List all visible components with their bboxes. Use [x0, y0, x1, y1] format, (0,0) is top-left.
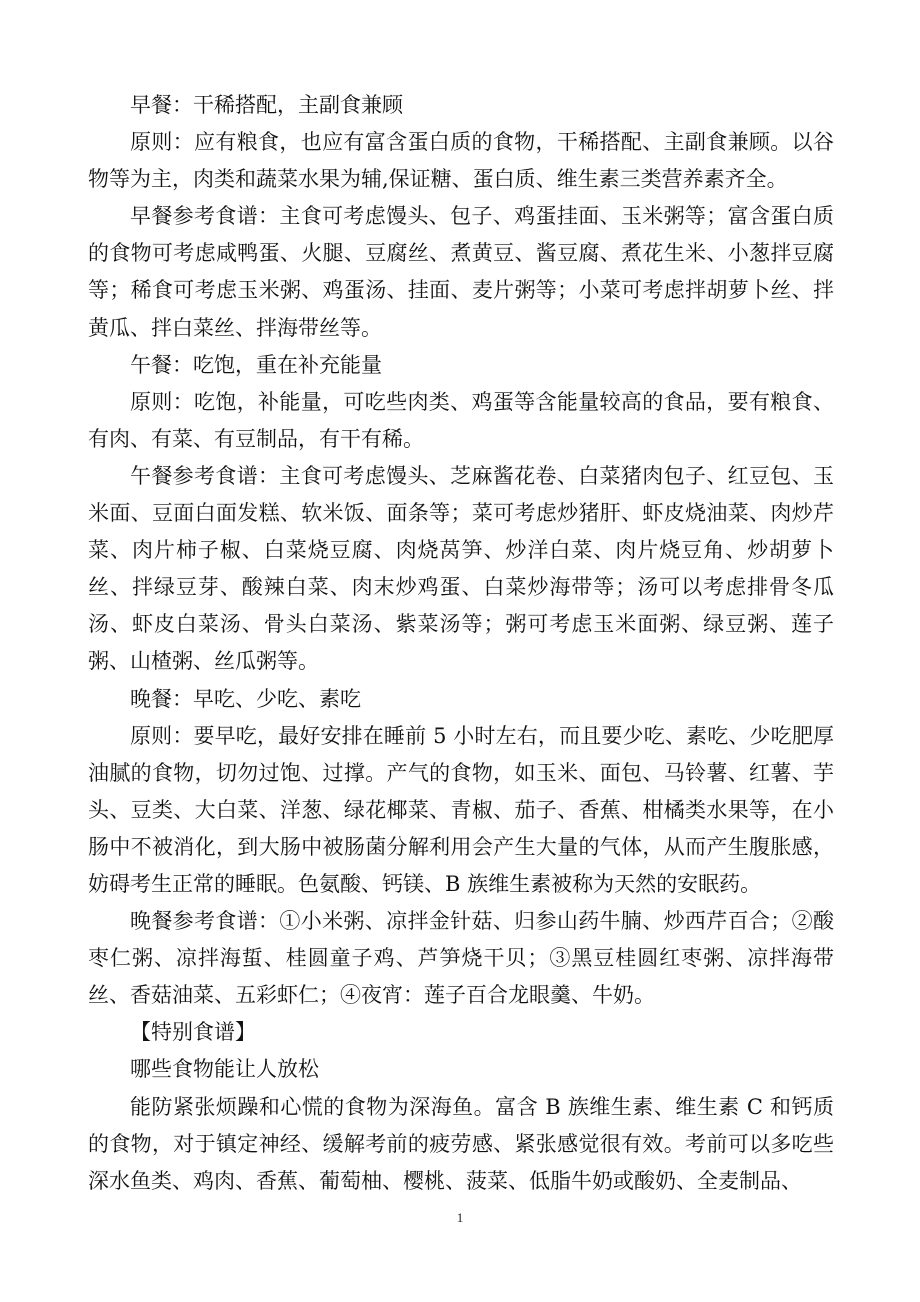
special-recipes-heading: 【特别食谱】: [130, 1020, 256, 1045]
page-number: 1: [456, 1210, 464, 1225]
lunch-principle: 原则：吃饱，补能量，可吃些肉类、鸡蛋等含能量较高的食品，要有粮食、有肉、有菜、有豆制品，有干有稀。: [88, 389, 834, 451]
breakfast-heading: 早餐：干稀搭配，主副食兼顾: [130, 93, 403, 117]
dinner-principle: 原则：要早吃，最好安排在睡前 5 小时左右，而且要少吃、素吃、少吃肥厚油腻的食物，切勿过饱、过撑。产气的食物，如玉米、面包、马铃薯、红薯、芋头、豆类、大白菜、洋葱、绿花椰菜、青椒、茄子、香蕉、柑橘类水果等，在小肠中不被消化，到大肠中被肠菌分解利用会产生大量的气体，从而产生腹胀感，妨碍考生正常的睡眠。色氨酸、钙镁、B 族维生素被称为天然的安眠药。: [88, 723, 834, 896]
lunch-heading: 午餐：吃饱，重在补充能量: [130, 352, 382, 377]
document-body: [88, 87, 834, 1200]
relaxing-foods-heading: 哪些食物能让人放松: [130, 1057, 319, 1082]
breakfast-recipes: 早餐参考食谱：主食可考虑馒头、包子、鸡蛋挂面、玉米粥等；富含蛋白质的食物可考虑咸鸭蛋、火腿、豆腐丝、煮黄豆、酱豆腐、煮花生米、小葱拌豆腐等；稀食可考虑玉米粥、鸡蛋汤、挂面、麦片粥等；小菜可考虑拌胡萝卜丝、拌黄瓜、拌白菜丝、拌海带丝等。: [88, 204, 834, 340]
breakfast-principle: 原则：应有粮食，也应有富含蛋白质的食物，干稀搭配、主副食兼顾。以谷物等为主，肉类和蔬菜水果为辅,保证糖、蛋白质、维生素三类营养素齐全。: [88, 130, 834, 192]
dinner-heading: 晚餐：早吃、少吃、素吃: [130, 686, 361, 711]
relaxing-foods-paragraph: 能防紧张烦躁和心慌的食物为深海鱼。富含 B 族维生素、维生素 C 和钙质的食物，对于镇定神经、缓解考前的疲劳感、紧张感觉很有效。考前可以多吃些深水鱼类、鸡肉、香蕉、葡萄柚、樱桃、菠菜、低脂牛奶或酸奶、全麦制品、: [88, 1094, 834, 1193]
lunch-recipes: 午餐参考食谱：主食可考虑馒头、芝麻酱花卷、白菜猪肉包子、红豆包、玉米面、豆面白面发糕、软米饭、面条等；菜可考虑炒猪肝、虾皮烧油菜、肉炒芹菜、肉片柿子椒、白菜烧豆腐、肉烧莴笋、炒洋白菜、肉片烧豆角、炒胡萝卜丝、拌绿豆芽、酸辣白菜、肉末炒鸡蛋、白菜炒海带等；汤可以考虑排骨冬瓜汤、虾皮白菜汤、骨头白菜汤、紫菜汤等；粥可考虑玉米面粥、绿豆粥、莲子粥、山楂粥、丝瓜粥等。: [88, 463, 834, 674]
dinner-recipes: 晚餐参考食谱：①小米粥、凉拌金针菇、归参山药牛腩、炒西芹百合；②酸枣仁粥、凉拌海蜇、桂圆童子鸡、芦笋烧干贝；③黑豆桂圆红枣粥、凉拌海带丝、香菇油菜、五彩虾仁；④夜宵：莲子百合龙眼羹、牛奶。: [88, 909, 834, 1008]
